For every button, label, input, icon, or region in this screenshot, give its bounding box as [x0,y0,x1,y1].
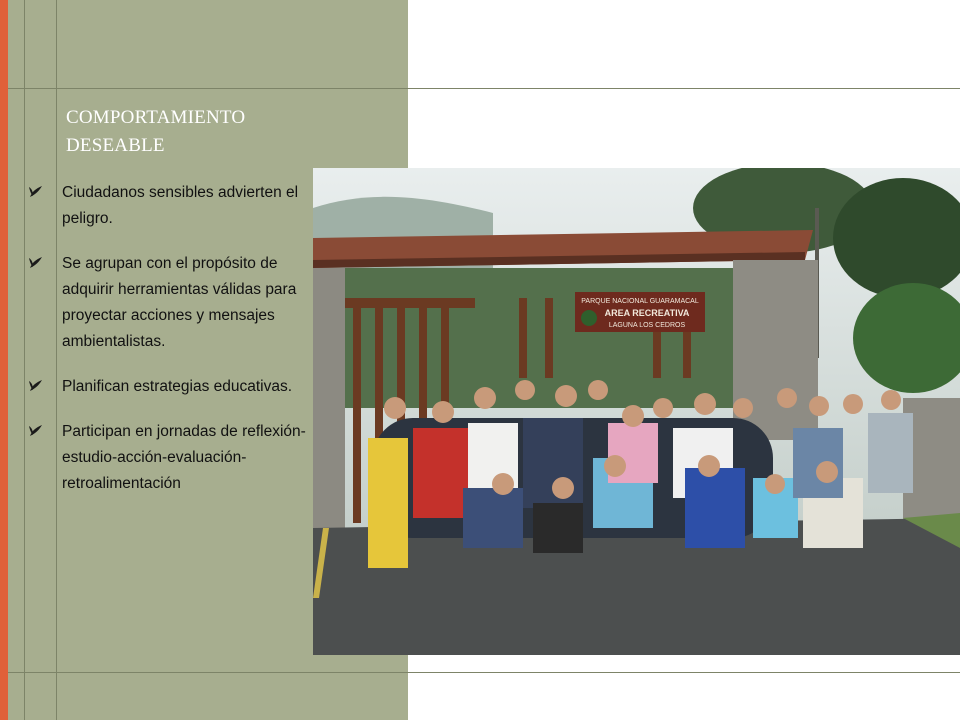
bullet-item [28,374,318,400]
slide-title [66,104,396,160]
grid-line [8,672,960,673]
bullet-text: Se agrupan con el propósito de adquirir herramientas válidas para proyectar acciones y mensajes ambientalistas. [62,255,297,350]
bullet-item [28,180,318,232]
grid-line [24,0,25,720]
sign-line-2: AREA RECREATIVA [604,308,690,318]
bullet-item [28,419,318,497]
bullet-text: Participan en jornadas de reflexión-estudio-acción-evaluación-retroalimentación [62,423,306,492]
photo-illustration [313,168,960,655]
accent-bar [0,0,8,720]
leaf-icon [28,377,44,393]
sign-line-3: LAGUNA LOS CEDROS [608,322,686,329]
leaf-icon [28,422,44,438]
slide-title-line-1: COMPORTAMIENTO [66,107,246,128]
sign-line-1: PARQUE NACIONAL GUARAMACAL [581,298,699,305]
grid-line [8,88,960,89]
bullet-list [28,180,318,516]
leaf-icon [28,183,44,199]
slide-title-line-2: DESEABLE [66,135,165,156]
bullet-text: Ciudadanos sensibles advierten el peligro. [62,184,299,227]
bullet-text: Planifican estrategias educativas. [62,378,293,395]
bullet-item [28,251,318,355]
group-photo [313,168,960,655]
leaf-icon [28,254,44,270]
